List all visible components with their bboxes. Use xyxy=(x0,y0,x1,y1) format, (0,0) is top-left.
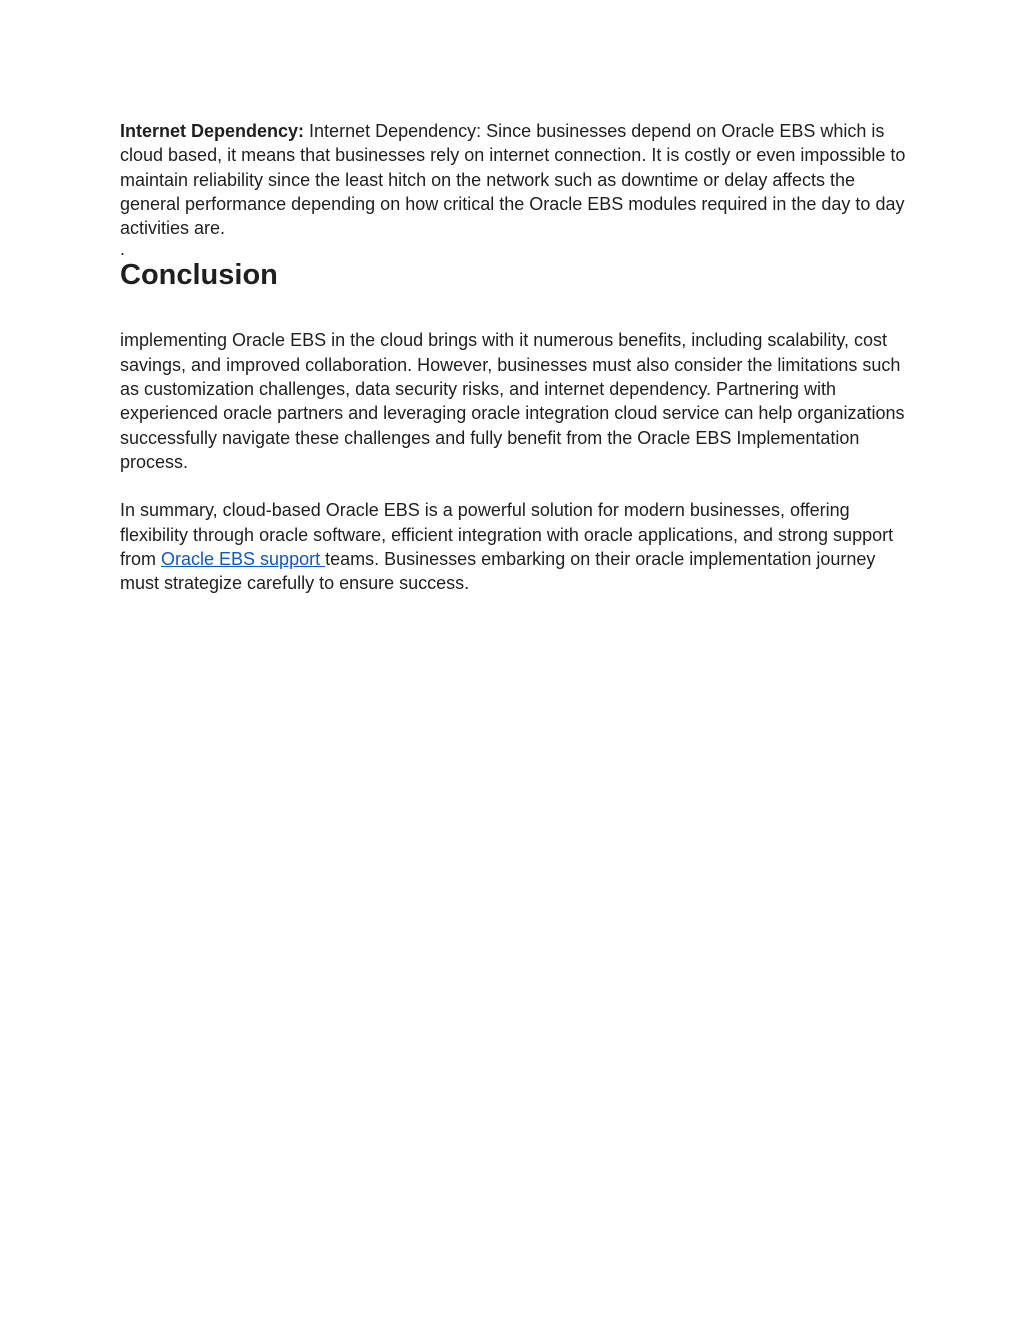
internet-dependency-paragraph xyxy=(120,119,910,240)
document-page xyxy=(120,119,910,595)
paragraph-2-text-before-link: In summary, cloud-based Oracle EBS is a powerful solution for modern businesses, offering flexibility through oracle software, efficient integration with oracle applications, and strong support from xyxy=(120,500,894,569)
oracle-ebs-support-link[interactable]: Oracle EBS support xyxy=(161,548,326,569)
spacer xyxy=(120,292,910,328)
conclusion-heading: Conclusion xyxy=(120,259,278,292)
internet-dependency-label: Internet Dependency: xyxy=(120,121,305,141)
spacer xyxy=(120,474,910,498)
internet-dependency-text: Internet Dependency: Since businesses depend on Oracle EBS which is cloud based, it means that businesses rely on internet connection. It is costly or even impossible to maintain reliability since the least hitch on the network such as downtime or delay affects the general performance depending on how critical the Oracle EBS modules required in the day to day activities are. xyxy=(120,121,906,239)
conclusion-paragraph-1: implementing Oracle EBS in the cloud brings with it numerous benefits, including scalability, cost savings, and improved collaboration. However, businesses must also consider the limitations such as customization challenges, data security risks, and internet dependency. Partnering with experienced oracle partners and leveraging oracle integration cloud service can help organizations successfully navigate these challenges and fully benefit from the Oracle EBS Implementation process. xyxy=(120,330,905,472)
conclusion-paragraph-2 xyxy=(120,498,910,595)
separator-dot: . xyxy=(120,239,126,260)
paragraph-2-text-after-link: teams. Businesses embarking on their oracle implementation journey must strategize carefully to ensure success. xyxy=(120,548,876,594)
